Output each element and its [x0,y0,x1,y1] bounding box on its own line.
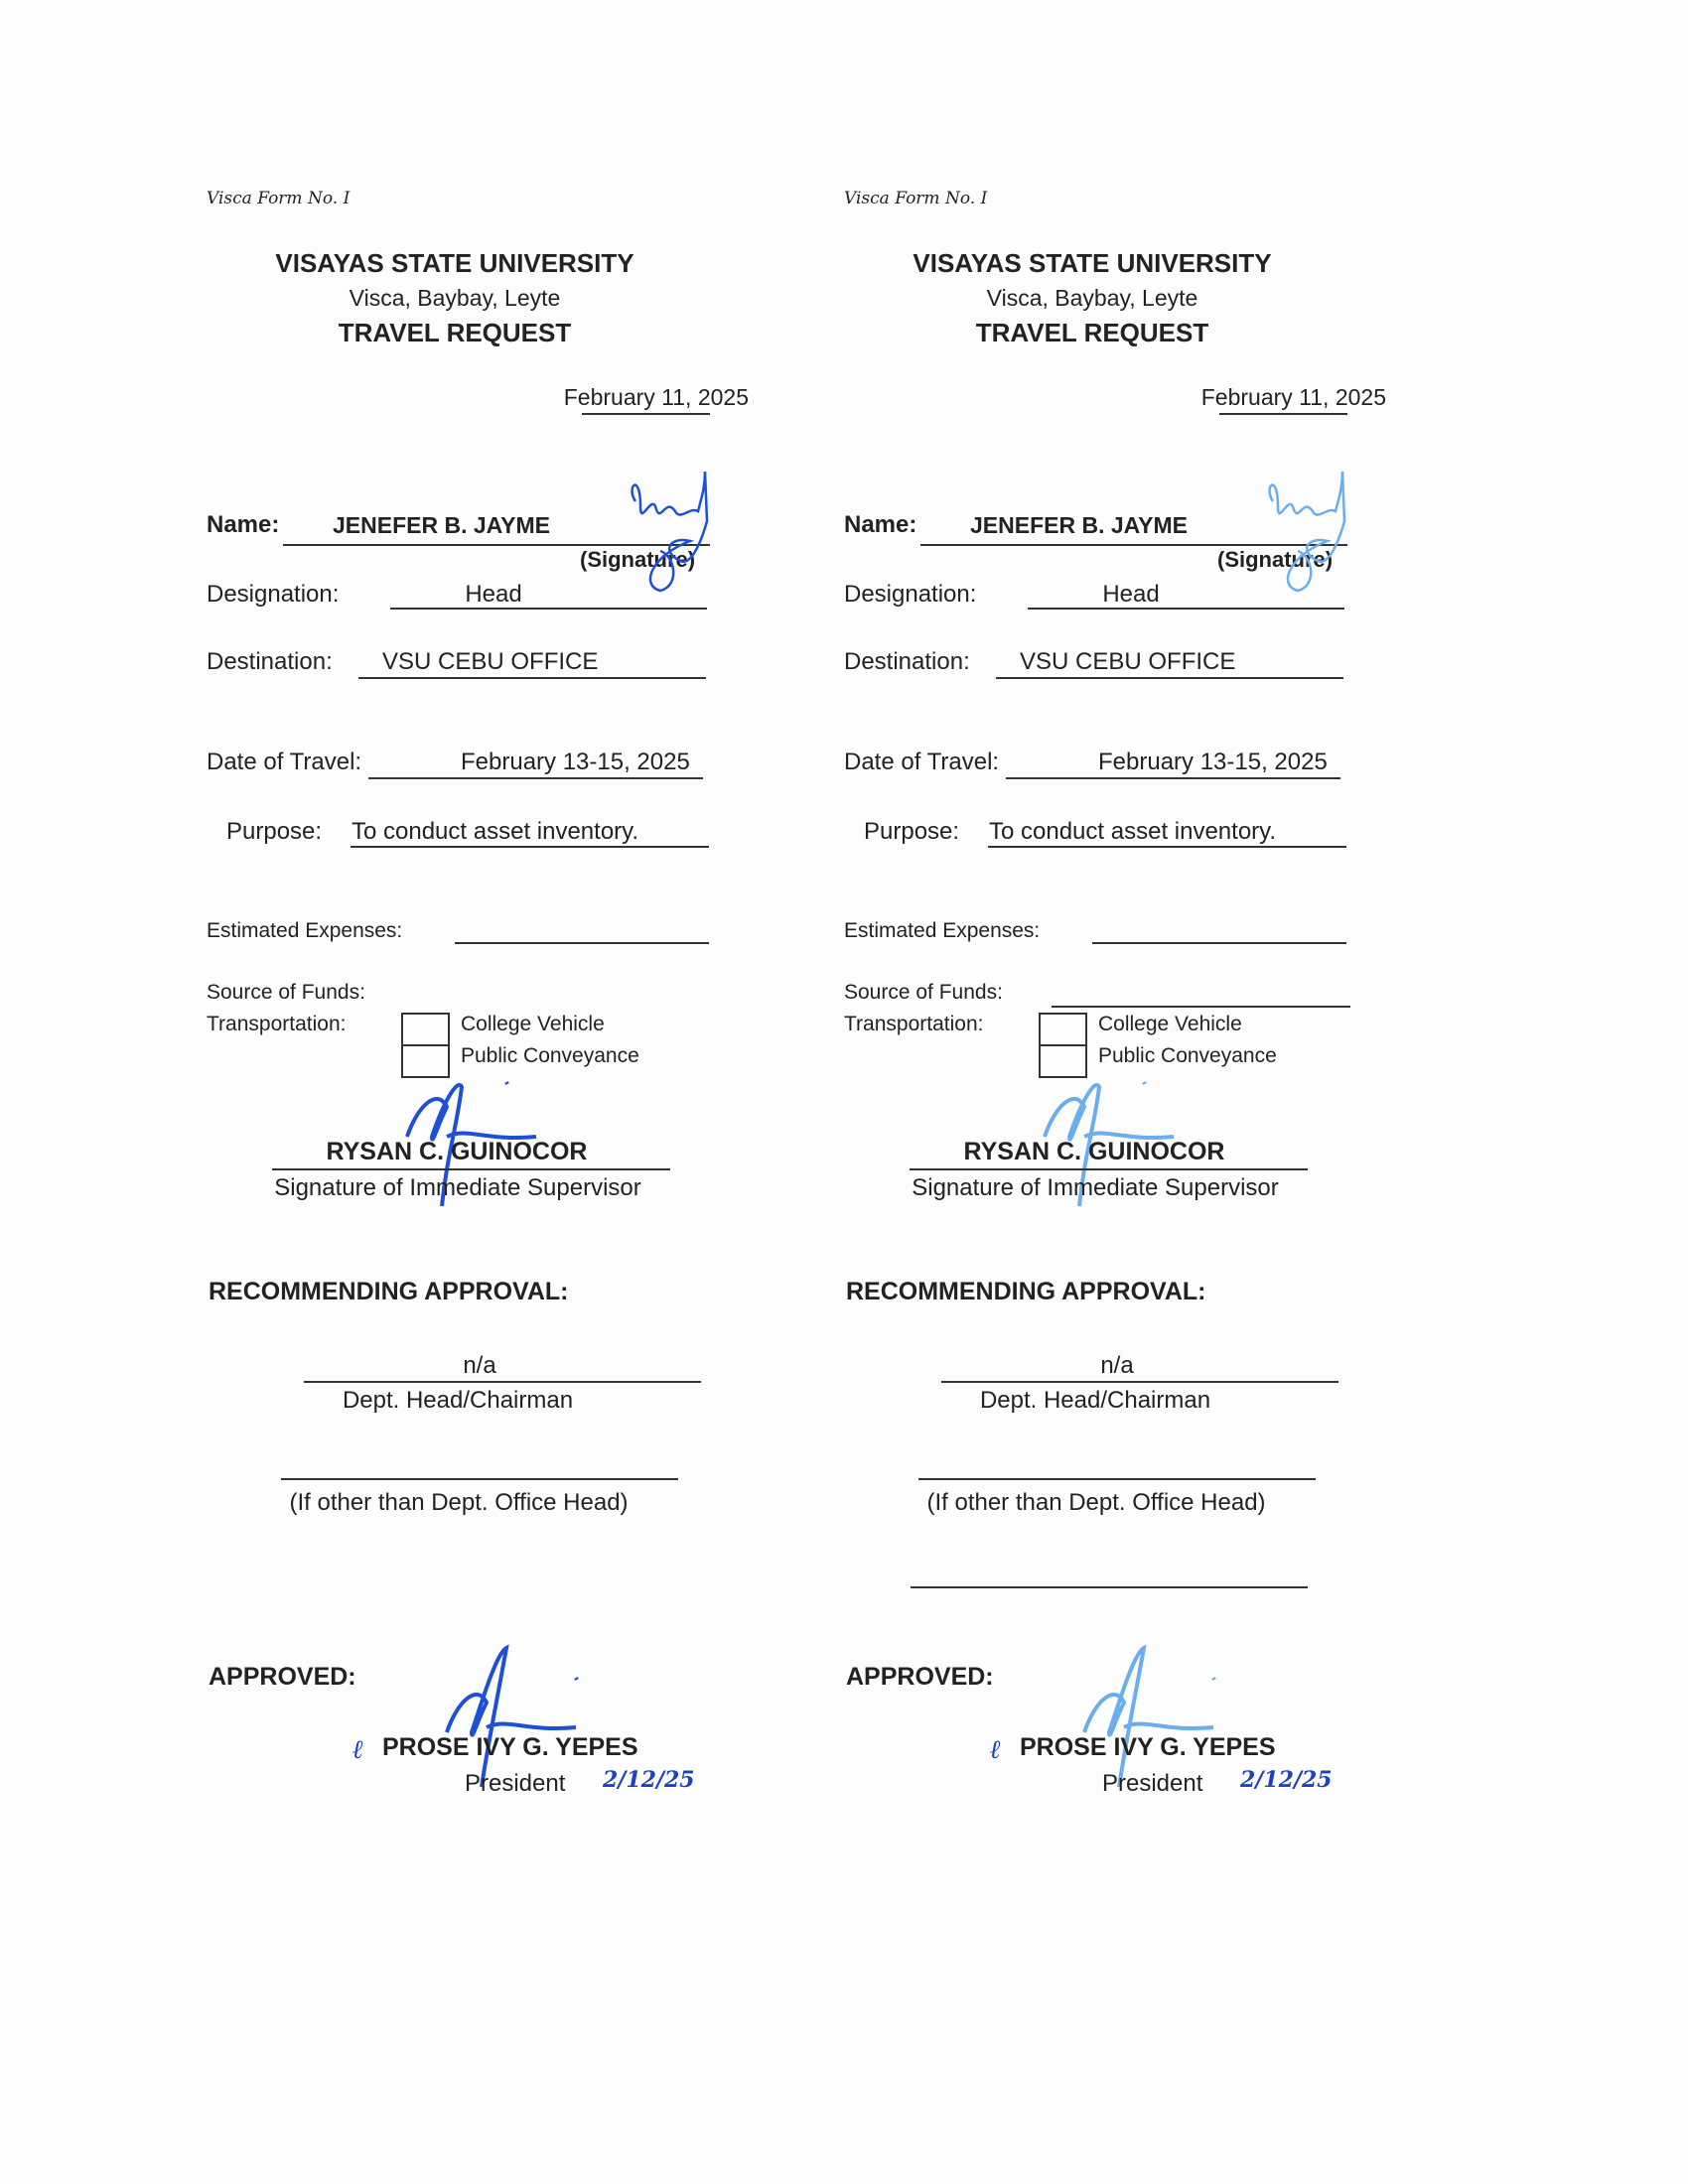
expenses-field[interactable] [1092,942,1346,944]
destination-underline [996,677,1343,679]
travel-date-value[interactable]: February 13-15, 2025 [461,749,690,775]
travel-date-value[interactable]: February 13-15, 2025 [1098,749,1328,775]
college-vehicle-checkbox[interactable] [1039,1013,1087,1046]
designation-label: Designation: [844,581,977,608]
dept-head-caption: Dept. Head/Chairman [342,1387,574,1414]
other-head-field[interactable] [918,1478,1316,1480]
travel-request-form [0,0,749,2184]
request-date: February 11, 2025 [1200,384,1386,410]
dept-head-caption: Dept. Head/Chairman [979,1387,1211,1414]
requester-signature [1258,467,1357,596]
president-caption: President [1102,1770,1203,1797]
president-name: PROSE IVY G. YEPES [1020,1733,1276,1761]
name-value[interactable]: JENEFER B. JAYME [333,512,550,538]
purpose-underline [988,846,1346,848]
handwritten-date: 2/12/25 [603,1767,695,1793]
university-address: Visca, Baybay, Leyte [986,285,1198,311]
college-vehicle-label: College Vehicle [461,1013,605,1035]
designation-label: Designation: [207,581,340,608]
destination-value[interactable]: VSU CEBU OFFICE [1020,648,1236,675]
purpose-value[interactable]: To conduct asset inventory. [352,818,639,845]
signature-label: (Signature) [580,547,696,572]
expenses-label: Estimated Expenses: [207,919,403,942]
approved-label: APPROVED: [209,1663,356,1691]
other-head-field[interactable] [281,1478,678,1480]
president-caption: President [465,1770,566,1797]
designation-value[interactable]: Head [1102,581,1160,608]
public-conveyance-label: Public Conveyance [461,1044,639,1067]
recommending-approval-label: RECOMMENDING APPROVAL: [846,1278,1206,1305]
destination-value[interactable]: VSU CEBU OFFICE [382,648,599,675]
supervisor-name: RYSAN C. GUINOCOR [326,1138,588,1165]
transport-label: Transportation: [844,1013,984,1035]
form-title: TRAVEL REQUEST [975,318,1209,347]
name-label: Name: [207,511,280,538]
date-underline [1219,413,1347,415]
funds-label: Source of Funds: [844,981,1003,1004]
college-vehicle-label: College Vehicle [1098,1013,1242,1035]
funds-field[interactable] [1052,1006,1350,1008]
form-number: Visca Form No. I [207,189,351,208]
university-name: VISAYAS STATE UNIVERSITY [913,248,1272,278]
dept-head-value[interactable]: n/a [463,1352,496,1379]
supervisor-underline [272,1168,670,1170]
destination-label: Destination: [844,648,970,675]
request-date: February 11, 2025 [563,384,749,410]
travel-request-form [637,0,1386,2184]
university-name: VISAYAS STATE UNIVERSITY [275,248,634,278]
college-vehicle-checkbox[interactable] [401,1013,450,1046]
supervisor-underline [910,1168,1308,1170]
supervisor-name: RYSAN C. GUINOCOR [963,1138,1225,1165]
other-head-caption: (If other than Dept. Office Head) [926,1489,1266,1516]
approved-label: APPROVED: [846,1663,994,1691]
name-label: Name: [844,511,917,538]
signature-label: (Signature) [1217,547,1334,572]
handwritten-date: 2/12/25 [1240,1767,1333,1793]
initial-mark: ℓ [990,1735,1002,1765]
name-value[interactable]: JENEFER B. JAYME [970,512,1188,538]
designation-value[interactable]: Head [465,581,522,608]
expenses-label: Estimated Expenses: [844,919,1041,942]
travel-date-underline [1006,777,1340,779]
dept-head-underline [941,1381,1338,1383]
extra-signature-line[interactable] [911,1586,1308,1588]
designation-underline [1028,608,1344,610]
president-name: PROSE IVY G. YEPES [382,1733,638,1761]
destination-label: Destination: [207,648,333,675]
form-title: TRAVEL REQUEST [338,318,572,347]
form-number: Visca Form No. I [844,189,988,208]
other-head-caption: (If other than Dept. Office Head) [289,1489,629,1516]
purpose-value[interactable]: To conduct asset inventory. [989,818,1277,845]
university-address: Visca, Baybay, Leyte [349,285,561,311]
travel-date-label: Date of Travel: [844,749,1000,775]
recommending-approval-label: RECOMMENDING APPROVAL: [209,1278,569,1305]
public-conveyance-label: Public Conveyance [1098,1044,1277,1067]
transport-label: Transportation: [207,1013,347,1035]
supervisor-caption: Signature of Immediate Supervisor [912,1174,1279,1201]
purpose-label: Purpose: [864,818,960,845]
travel-date-label: Date of Travel: [207,749,362,775]
dept-head-value[interactable]: n/a [1100,1352,1134,1379]
funds-label: Source of Funds: [207,981,365,1004]
supervisor-caption: Signature of Immediate Supervisor [274,1174,641,1201]
initial-mark: ℓ [352,1735,364,1765]
purpose-label: Purpose: [226,818,323,845]
